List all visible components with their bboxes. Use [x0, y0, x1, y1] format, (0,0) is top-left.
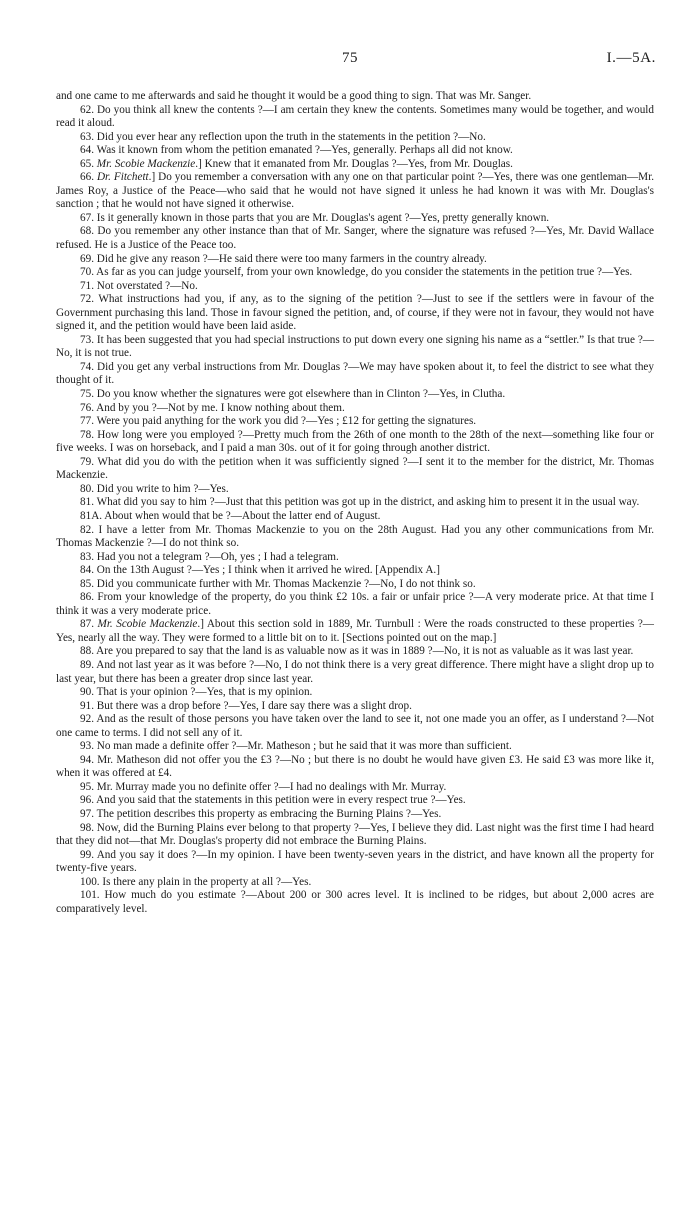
paragraph: 91. But there was a drop before ?—Yes, I dare say there was a slight drop. [80, 699, 412, 712]
paragraph: 72. What instructions had you, if any, as to the signing of the petition ?—Just to see if the settlers were in favour of the Government purchasing this land. Those in favour signed the petition, and, of course, if they were not in favour, they would not have signed it, and the petition would have been laid aside. [56, 293, 654, 333]
paragraph: 87. Mr. Scobie Mackenzie.] About this section sold in 1889, Mr. Turnbull : Were the roads constructed to these properties ?—Yes, nearly all the way. They were formed to a little bit on to it. [Sections pointed out on the map.] [56, 618, 654, 644]
page-header [0, 52, 700, 72]
paragraph: 85. Did you communicate further with Mr. Thomas Mackenzie ?—No, I do not think so. [80, 577, 476, 590]
paragraph: 71. Not overstated ?—No. [80, 279, 198, 292]
paragraph: 64. Was it known from whom the petition emanated ?—Yes, generally. Perhaps all did not know. [80, 144, 513, 157]
paragraph: 63. Did you ever hear any reflection upon the truth in the statements in the petition ?—No. [80, 130, 486, 143]
paragraph: 93. No man made a definite offer ?—Mr. Matheson ; but he said that it was more than sufficient. [80, 740, 512, 753]
paragraph: 65. Mr. Scobie Mackenzie.] Knew that it emanated from Mr. Douglas ?—Yes, from Mr. Douglas. [80, 157, 513, 170]
paragraph: 90. That is your opinion ?—Yes, that is my opinion. [80, 686, 313, 699]
document-body [56, 90, 654, 916]
paragraph: 68. Do you remember any other instance than that of Mr. Sanger, where the signature was refused ?—Yes, Mr. David Wallace refused. He is a Justice of the Peace too. [56, 225, 654, 252]
document-reference: I.—5A. [606, 50, 656, 66]
paragraph: 83. Had you not a telegram ?—Oh, yes ; I had a telegram. [80, 550, 339, 563]
paragraph: 75. Do you know whether the signatures were got elsewhere than in Clinton ?—Yes, in Clutha. [80, 388, 506, 401]
paragraph: 99. And you say it does ?—In my opinion. I have been twenty-seven years in the district, and have known all the property for twenty-five years. [56, 848, 654, 875]
paragraph: 67. Is it generally known in those parts that you are Mr. Douglas's agent ?—Yes, pretty generally known. [80, 211, 550, 224]
page-number: 75 [342, 50, 358, 66]
paragraph: and one came to me afterwards and said he thought it would be a good thing to sign. That was Mr. Sanger. [56, 90, 532, 102]
paragraph: 80. Did you write to him ?—Yes. [80, 482, 229, 495]
paragraph: 76. And by you ?—Not by me. I know nothing about them. [80, 401, 345, 414]
paragraph: 74. Did you get any verbal instructions from Mr. Douglas ?—We may have spoken about it, to feel the district to see what they thought of it. [56, 360, 654, 387]
paragraph: 100. Is there any plain in the property at all ?—Yes. [80, 875, 312, 888]
paragraph: 78. How long were you employed ?—Pretty much from the 26th of one month to the 28th of the next—something like four or five weeks. I was on horseback, and I paid a man 30s. out of it for going through another district. [56, 428, 654, 455]
paragraph: 66. Dr. Fitchett.] Do you remember a conversation with any one on that particular point ?—Yes, there was one gentleman—Mr. James Roy, a Justice of the Peace—who said that he would not have signed it unless he had known it was with Mr. Douglas's sanction ; that he would not have signed it otherwise. [56, 171, 655, 211]
paragraph: 92. And as the result of those persons you have taken over the land to see it, not one made you an offer, as I understand ?—Not one came to terms. I did not sell any of it. [56, 713, 654, 739]
paragraph: 96. And you said that the statements in this petition were in every respect true ?—Yes. [80, 794, 466, 807]
paragraph: 86. From your knowledge of the property, do you think £2 10s. a fair or unfair price ?—A very moderate price. At that time I think it was a very moderate price. [56, 591, 654, 617]
paragraph: 62. Do you think all knew the contents ?—I am certain they knew the contents. Sometimes many would be together, and would read it aloud. [56, 103, 654, 130]
paragraph: 69. Did he give any reason ?—He said there were too many farmers in the country already. [80, 252, 487, 265]
paragraph: 73. It has been suggested that you had special instructions to put down every one signing his name as a “settler.” Is that true ?—No, it is not true. [56, 333, 654, 360]
paragraph: 81A. About when would that be ?—About the latter end of August. [80, 509, 381, 522]
paragraph: 82. I have a letter from Mr. Thomas Mackenzie to you on the 28th August. Had you any other communications from Mr. Thomas Mackenzie ?—I do not think so. [56, 523, 654, 550]
paragraph: 70. As far as you can judge yourself, from your own knowledge, do you consider the statements in the petition true ?—Yes. [80, 266, 633, 279]
paragraph: 89. And not last year as it was before ?—No, I do not think there is a very great difference. There might have a slight drop up to last year, but there has been a greater drop since last year. [56, 658, 654, 685]
paragraph: 94. Mr. Matheson did not offer you the £3 ?—No ; but there is no doubt he would have given £3. He said £3 was more like it, when it was offered at £4. [56, 753, 654, 780]
paragraph: 95. Mr. Murray made you no definite offer ?—I had no dealings with Mr. Murray. [80, 780, 447, 793]
paragraph: 97. The petition describes this property as embracing the Burning Plains ?—Yes. [80, 807, 442, 820]
paragraph: 98. Now, did the Burning Plains ever belong to that property ?—Yes, I believe they did. Last night was the first time I had heard that they did not—that Mr. Douglas's property did not embrace the Burning Plains. [56, 821, 654, 848]
paragraph: 77. Were you paid anything for the work you did ?—Yes ; £12 for getting the signatures. [80, 415, 477, 428]
paragraph: 101. How much do you estimate ?—About 200 or 300 acres level. It is inclined to be ridges, but about 2,000 acres are comparatively level. [56, 889, 654, 915]
paragraph: 79. What did you do with the petition when it was sufficiently signed ?—I sent it to the member for the district, Mr. Thomas Mackenzie. [56, 455, 654, 482]
paragraph: 81. What did you say to him ?—Just that this petition was got up in the district, and asking him to present it in the usual way. [80, 496, 640, 509]
paragraph: 88. Are you prepared to say that the land is as valuable now as it was in 1889 ?—No, it is not as valuable as it was last year. [80, 645, 634, 658]
paragraph: 84. On the 13th August ?—Yes ; I think when it arrived he wired. [Appendix A.] [80, 564, 440, 577]
